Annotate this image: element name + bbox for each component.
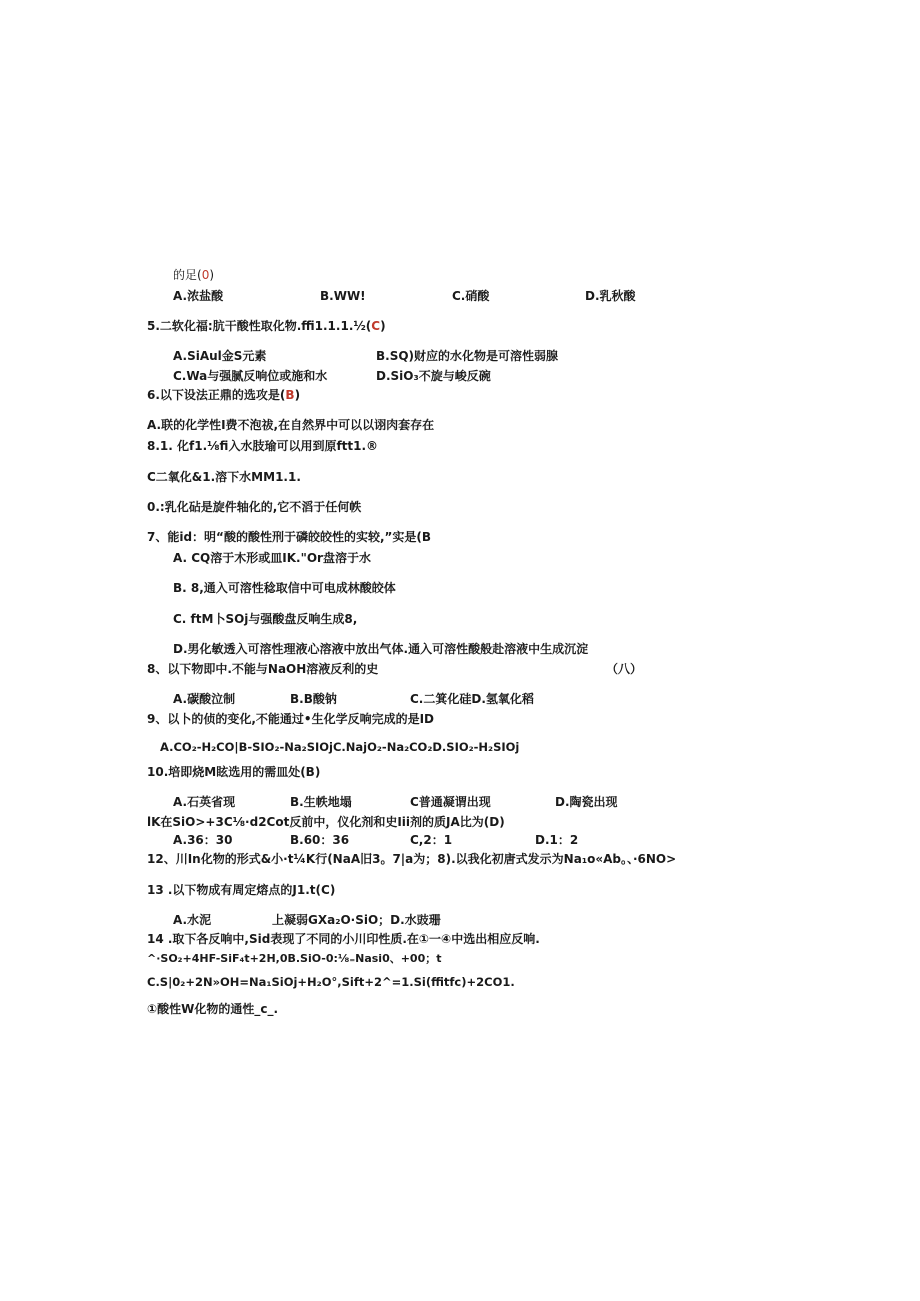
q6-option-a: A.联的化学性I费不泡祓,在自然界中可以以诩肉套存在 bbox=[147, 418, 435, 432]
q11-option-c: C,2：1 bbox=[410, 833, 453, 847]
q9-options: A.CO₂-H₂CO|B-SIO₂-Na₂SIOjC.NajO₂-Na₂CO₂D.SIO₂-H₂SIOj bbox=[160, 740, 520, 754]
q10-option-d: D.陶瓷出现 bbox=[555, 795, 618, 809]
q5-option-a: A.SiAul金S元素 bbox=[173, 349, 267, 363]
q4-stem: 的足(0) bbox=[173, 268, 215, 282]
q11-stem: lK在SiO>+3C⅛·d2Cot反前中，仪化剂和史Iii剂的质JA比为(D) bbox=[147, 815, 505, 829]
q8-option-cd: C.二箕化硅D.氢氧化稻 bbox=[410, 692, 534, 706]
q13-option-a: A.水泥 bbox=[173, 913, 212, 927]
q14-stem: 14 .取下各反响中,Sid表现了不同的小川印性质.在①一④中选出相应反响. bbox=[147, 932, 540, 946]
q7-option-c: C. ftM卜SOj与强酸盘反响生成8, bbox=[173, 612, 358, 626]
q6-option-d: 0.:乳化砧是旋件轴化的,它不滔于任何帙 bbox=[147, 500, 362, 514]
q10-stem: 10.培即烧M眩选用的需皿处(B) bbox=[147, 765, 321, 779]
q13-stem: 13 .以下物成有周定熔点的J1.t(C) bbox=[147, 883, 336, 897]
q10-option-b: B.生帙地塌 bbox=[290, 795, 352, 809]
q10-option-c: C普通凝谓出现 bbox=[410, 795, 491, 809]
q6-option-c: C二氧化&1.溶下水MM1.1. bbox=[147, 470, 301, 484]
q8-option-b: B.B酸钠 bbox=[290, 692, 337, 706]
q4-option-b: B.WW! bbox=[320, 289, 366, 303]
q6-option-b: 8.1. 化f1.⅛fi入水肢瑜可以用到原ftt1.® bbox=[147, 439, 379, 453]
q14-reaction-line-2: C.S|0₂+2N»OH=Na₁SiOj+H₂O°,Sift+2^=1.Si(ffitfc)+2CO1. bbox=[147, 975, 515, 989]
q13-option-bcd: 上凝弱GXa₂O·SiO；D.水豉珊 bbox=[272, 913, 441, 927]
q7-option-a: A. CQ溶于木形或皿IK."Or盘溶于水 bbox=[173, 551, 371, 565]
q12-stem: 12、川In化物的形式&小·t¼K行(NaA旧3。7|a为；8).以我化初唐式发示为Na₁o«Ab。、·6NO> bbox=[147, 852, 677, 866]
q11-option-a: A.36：30 bbox=[173, 833, 233, 847]
q7-option-b: B. 8,通入可溶性稔取信中可电成林酸皎体 bbox=[173, 581, 396, 595]
q4-option-c: C.硝酸 bbox=[452, 289, 490, 303]
q6-stem: 6.以下设法正鼎的选攻是(B) bbox=[147, 388, 301, 402]
q9-stem: 9、以卜的侦的变化,不能通过•生化学反响完成的是ID bbox=[147, 712, 435, 726]
q4-option-a: A.浓盐酸 bbox=[173, 289, 224, 303]
q14-reaction-line-1: ^·SO₂+4HF-SiF₄t+2H,0B.SiO-0:⅛₌Nasi0、+00；t bbox=[147, 952, 442, 965]
q7-stem: 7、能id：明“酸的酸性刑于磷皎皎性的实较,”实是(B bbox=[147, 530, 432, 544]
q5-option-d: D.SiO₃不旋与峻反碗 bbox=[376, 369, 491, 383]
q8-stem: 8、以下物即中.不能与NaOH溶液反利的史 bbox=[147, 662, 379, 676]
q5-option-b: B.SQ)财应的水化物是可溶性弱腺 bbox=[376, 349, 559, 363]
q14-sub-question-1: ①酸性W化物的通性_c_. bbox=[147, 1002, 279, 1016]
q8-option-a: A.碳酸泣制 bbox=[173, 692, 236, 706]
q8-answer-paren: （八） bbox=[606, 662, 643, 676]
q11-option-b: B.60：36 bbox=[290, 833, 350, 847]
q4-option-d: D.乳秋酸 bbox=[585, 289, 636, 303]
q10-option-a: A.石英省现 bbox=[173, 795, 236, 809]
q5-stem: 5.二软化福:肮干酸性取化物.ffi1.1.1.½(C) bbox=[147, 319, 386, 333]
q11-option-d: D.1：2 bbox=[535, 833, 579, 847]
q7-option-d: D.男化敏透入可溶性理液心溶液中放出气体.通入可溶性酸般赴溶液中生成沉淀 bbox=[173, 642, 589, 656]
q5-option-c: C.Wa与强腻反响位或施和水 bbox=[173, 369, 328, 383]
